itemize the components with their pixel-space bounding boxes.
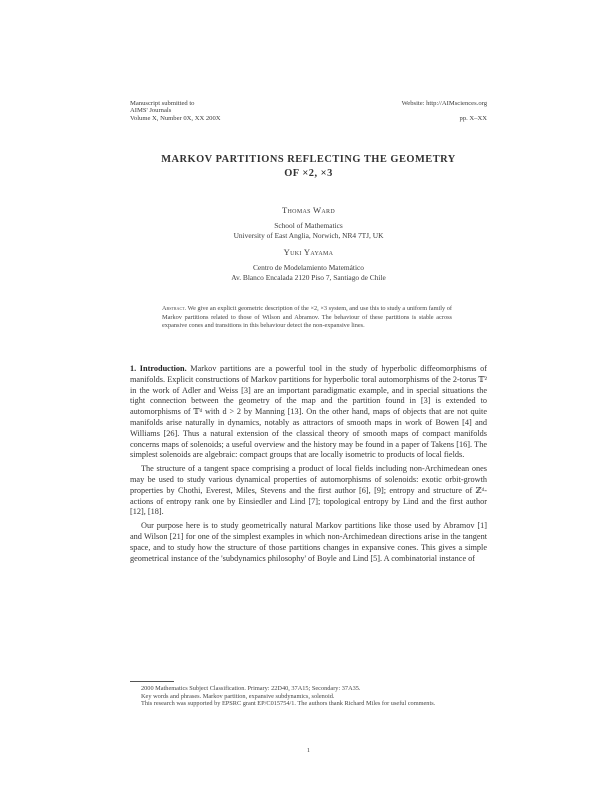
title-line-1: MARKOV PARTITIONS REFLECTING THE GEOMETRY: [161, 154, 456, 165]
page-number: 1: [306, 747, 311, 754]
paragraph-text: Markov partitions are a powerful tool in the study of hyperbolic diffeomorphisms of manifolds. Explicit constructions of Markov partitions for hyperbolic toral automorphisms of the 2-torus 𝕋² in the work of Adler and Weiss [3] are an important paradigmatic example, and in special situations the tight connection between the geometry of the map and the partition found in [3] is extended to automorphisms of 𝕋ᵈ with d > 2 by Manning [13]. On the other hand, maps of objects that are not quite manifolds arise naturally in dynamics, notably as attractors of smooth maps in work of Bowen [4] and Williams [26]. Thus a natural extension of the classical theory of smooth maps of compact manifolds concerns maps of solenoids; a useful overview and the history may be found in a paper of Takens [16]. The simplest solenoids are algebraic: compact groups that are locally isometric to products of local fields.: [130, 364, 488, 460]
paragraph: The structure of a tangent space comprising a product of local fields including non-Archimedean ones may be used to study various dynamical properties of automorphisms of solenoids: exotic orbit-growth properties by Chothi, Everest, Miles, Stevens and the first author [6], [9]; entropy and structure of ℤᵈ-actions of entropy rank one by Einsiedler and Lind [7]; topological entropy by Lind and the first author [12], [18].: [130, 464, 487, 517]
header-volume: Volume X, Number 0X, XX 200X: [130, 114, 221, 122]
footnote-acknowledgement: This research was supported by EPSRC grant EP/C015754/1. The authors thank Richard Miles for useful comments.: [141, 700, 436, 708]
section-heading: 1. Introduction.: [130, 364, 187, 373]
author-dept: School of Mathematics: [274, 221, 343, 230]
footnote-rule: [130, 681, 174, 682]
header-submitted: Manuscript submitted to: [130, 100, 195, 107]
footnote-keywords: Key words and phrases. Markov partition, expansive subdynamics, solenoid.: [141, 692, 335, 700]
title-line-2: OF ×2, ×3: [284, 168, 333, 179]
paper-title: [130, 153, 487, 181]
section-introduction: [130, 364, 487, 567]
footnotes: [130, 685, 487, 708]
author-inst: Av. Blanco Encalada 2120 Piso 7, Santiago de Chile: [231, 273, 386, 282]
author-dept: Centro de Modelamiento Matemático: [252, 263, 365, 272]
author-inst: University of East Anglia, Norwich, NR4 7TJ, UK: [233, 231, 384, 240]
abstract-text: We give an explicit geometric description of the ×2, ×3 system, and use this to study a uniform family of Markov partitions related to those of Wilson and Abramov. The behaviour of these partitions is stable across expansive cones and transitions in this behaviour detect the non-expansive lines.: [162, 305, 452, 330]
paragraph: [130, 364, 487, 461]
author-block: [130, 205, 487, 283]
header-pages: pp. X–XX: [459, 115, 487, 122]
header-left: [130, 100, 330, 122]
abstract: [162, 305, 452, 331]
paragraph: Our purpose here is to study geometrically natural Markov partitions like those used by Abramov [1] and Wilson [21] for one of the simplest examples in which non-Archimedean directions arise in the tangent space, and to study how the structure of those partitions changes in expansive cones. This gives a simple geometrical instance of the 'subdynamics philosophy' of Boyle and Lind [5]. A combinatorial instance of: [130, 521, 487, 563]
author-name: Thomas Ward: [282, 205, 335, 215]
header-journal: AIMS' Journals: [130, 107, 172, 115]
author-name: Yuki Yayama: [283, 247, 334, 257]
abstract-label: Abstract.: [162, 305, 187, 312]
header-website[interactable]: Website: http://AIMsciences.org: [401, 100, 487, 107]
footnote-msc: 2000 Mathematics Subject Classification. Primary: 22D40, 37A15; Secondary: 37A35.: [141, 685, 361, 692]
